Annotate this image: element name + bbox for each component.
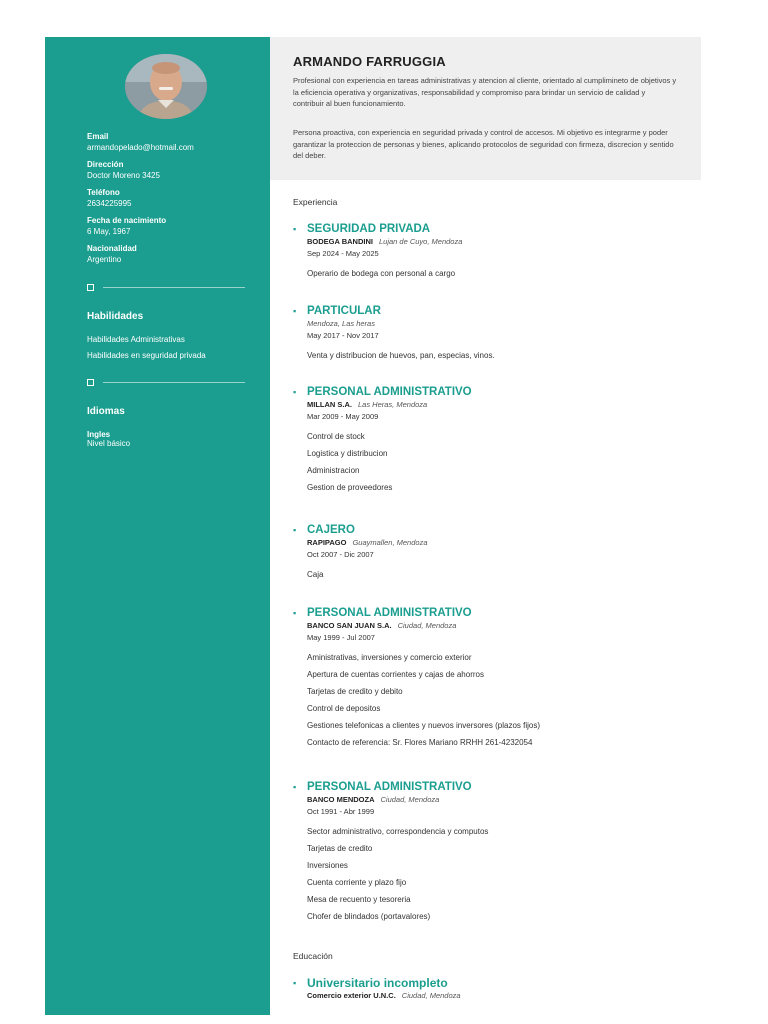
contact-label-address: Dirección — [87, 160, 124, 169]
education-title: Universitario incompleto — [307, 976, 448, 990]
job-title: PERSONAL ADMINISTRATIVO — [307, 607, 472, 619]
job-title: PARTICULAR — [307, 305, 381, 317]
job-task: Administracion — [307, 466, 360, 475]
profile-photo — [125, 54, 207, 119]
job-task: Contacto de referencia: Sr. Flores Mariano RRHH 261-4232054 — [307, 738, 533, 747]
job-task: Inversiones — [307, 861, 348, 870]
job-tasks — [307, 649, 693, 751]
job-task: Caja — [307, 570, 324, 579]
contact-label-phone: Teléfono — [87, 188, 120, 197]
job-task: Tarjetas de credito — [307, 844, 373, 853]
section-divider — [87, 379, 245, 387]
job-entry — [293, 304, 693, 364]
education-entry — [293, 976, 693, 1001]
job-tasks — [307, 566, 693, 583]
education-section-title: Educación — [293, 951, 333, 961]
job-tasks — [307, 823, 693, 925]
bullet-icon: ▪ — [293, 306, 297, 316]
job-dates: Oct 2007 - Dic 2007 — [307, 550, 374, 559]
job-company-line — [307, 794, 693, 805]
job-dates: May 1999 - Jul 2007 — [307, 633, 375, 642]
job-company-line — [307, 318, 693, 329]
job-task: Logistica y distribucion — [307, 449, 388, 458]
job-dates: Mar 2009 - May 2009 — [307, 412, 379, 421]
job-entry — [293, 780, 693, 925]
job-company: BANCO MENDOZA — [307, 795, 375, 804]
job-location: Guaymallen, Mendoza — [352, 538, 428, 547]
avatar — [125, 54, 207, 119]
contact-value-birthdate: 6 May, 1967 — [87, 227, 131, 236]
job-tasks — [307, 265, 693, 282]
contact-value-nationality: Argentino — [87, 255, 122, 264]
job-task: Venta y distribucion de huevos, pan, especias, vinos. — [307, 351, 495, 360]
job-dates: Sep 2024 - May 2025 — [307, 249, 379, 258]
contact-value-email: armandopelado@hotmail.com — [87, 143, 194, 152]
job-task: Gestion de proveedores — [307, 483, 393, 492]
profile-summary-1: Profesional con experiencia en tareas administrativas y atencion al cliente, orientado al cumplimineto de objetivos y la eficiencia operativa y organizativas, responsabilidad y compromiso para brindar un servicio de calidad y contribuir al buen funcionamiento. — [293, 76, 677, 108]
job-company: BODEGA BANDINI — [307, 237, 373, 246]
job-task: Sector administrativo, correspondencia y computos — [307, 827, 489, 836]
languages-title: Idiomas — [87, 406, 125, 417]
bullet-icon: ▪ — [293, 978, 297, 988]
profile-name: ARMANDO FARRUGGIA — [293, 54, 446, 69]
language-name: Ingles — [87, 430, 111, 439]
contact-label-nationality: Nacionalidad — [87, 244, 137, 253]
job-task: Tarjetas de credito y debito — [307, 687, 403, 696]
job-task: Gestiones telefonicas a clientes y nuevos inversores (plazos fijos) — [307, 721, 540, 730]
job-entry — [293, 222, 693, 282]
language-level: Nivel básico — [87, 439, 131, 448]
job-task: Cuenta corriente y plazo fijo — [307, 878, 407, 887]
bullet-icon: ▪ — [293, 525, 297, 535]
job-tasks — [307, 347, 693, 364]
education-location: Ciudad, Mendoza — [401, 991, 461, 1000]
contact-value-address: Doctor Moreno 3425 — [87, 171, 160, 180]
job-entry — [293, 385, 693, 496]
job-entry — [293, 523, 693, 583]
job-task: Apertura de cuentas corrientes y cajas de ahorros — [307, 670, 484, 679]
contact-label-birthdate: Fecha de nacimiento — [87, 216, 167, 225]
education-institution: Comercio exterior U.N.C. — [307, 991, 396, 1000]
divider-square-icon — [87, 284, 94, 291]
divider-square-icon — [87, 379, 94, 386]
education-institution-line — [307, 990, 693, 1001]
job-task: Chofer de blindados (portavalores) — [307, 912, 431, 921]
job-company-line — [307, 399, 693, 410]
job-task: Control de depositos — [307, 704, 381, 713]
job-dates: May 2017 - Nov 2017 — [307, 331, 379, 340]
job-location: Mendoza, Las heras — [307, 319, 375, 328]
skill-item: Habilidades Administrativas — [87, 335, 185, 344]
job-tasks — [307, 428, 693, 496]
bullet-icon: ▪ — [293, 782, 297, 792]
bullet-icon: ▪ — [293, 224, 297, 234]
job-location: Las Heras, Mendoza — [358, 400, 428, 409]
job-company-line — [307, 620, 693, 631]
experience-section-title: Experiencia — [293, 197, 338, 207]
job-entry — [293, 606, 693, 751]
contact-label-email: Email — [87, 132, 109, 141]
profile-header — [270, 37, 701, 180]
skill-item: Habilidades en seguridad privada — [87, 351, 206, 360]
job-task: Operario de bodega con personal a cargo — [307, 269, 456, 278]
job-task: Control de stock — [307, 432, 365, 441]
job-title: PERSONAL ADMINISTRATIVO — [307, 386, 472, 398]
job-title: CAJERO — [307, 524, 355, 536]
job-location: Lujan de Cuyo, Mendoza — [378, 237, 463, 246]
job-title: PERSONAL ADMINISTRATIVO — [307, 781, 472, 793]
job-company-line — [307, 537, 693, 548]
job-company-line — [307, 236, 693, 247]
section-divider — [87, 284, 245, 292]
contact-info — [87, 131, 262, 271]
bullet-icon: ▪ — [293, 608, 297, 618]
contact-value-phone: 2634225995 — [87, 199, 132, 208]
job-company: RAPIPAGO — [307, 538, 347, 547]
job-title: SEGURIDAD PRIVADA — [307, 223, 431, 235]
profile-summary-2: Persona proactiva, con experiencia en seguridad privada y control de accesos. Mi objetivo es integrarme y poder garantizar la proteccion de personas y bienes, aplicando protocolos de seguridad con firmeza, discrecion y sentido del deber. — [293, 128, 674, 160]
job-dates: Oct 1991 - Abr 1999 — [307, 807, 375, 816]
bullet-icon: ▪ — [293, 387, 297, 397]
job-company: MILLAN S.A. — [307, 400, 352, 409]
job-task: Aministrativas, inversiones y comercio exterior — [307, 653, 472, 662]
job-location: Ciudad, Mendoza — [380, 795, 440, 804]
sidebar — [45, 37, 270, 1015]
job-location: Ciudad, Mendoza — [397, 621, 457, 630]
job-task: Mesa de recuento y tesoreria — [307, 895, 411, 904]
skills-title: Habilidades — [87, 311, 144, 322]
job-company: BANCO SAN JUAN S.A. — [307, 621, 392, 630]
